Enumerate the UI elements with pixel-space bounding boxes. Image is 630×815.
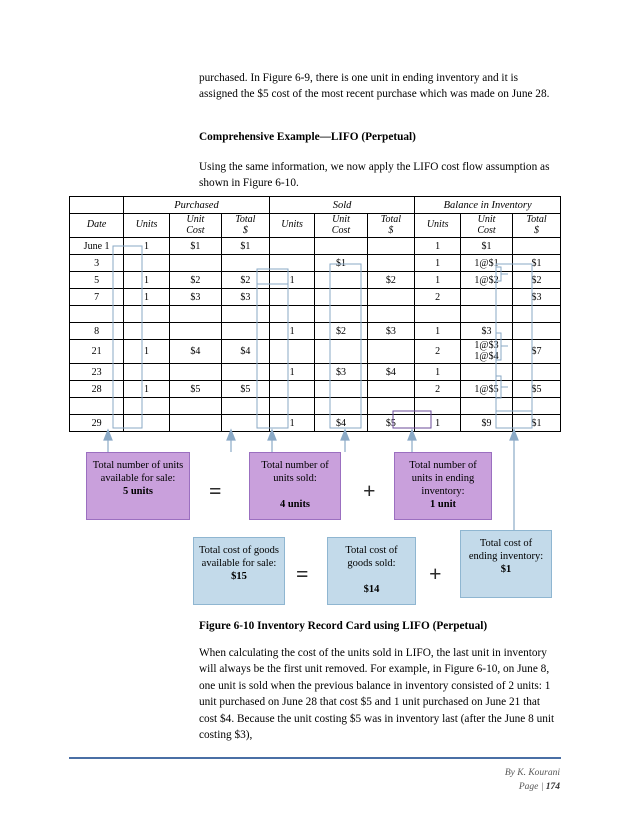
table-row [70,255,561,272]
col-header-sold-unit-cost: Unit Cost [315,214,367,238]
cell-balance-units: 1 [415,364,461,381]
table-row [70,398,561,415]
cell-sold-units [269,255,315,272]
cell-date: 29 [70,415,124,432]
callout-cost-available-value: $15 [231,571,247,583]
cell-sold-unit-cost: $4 [315,415,367,432]
cell-date: 8 [70,323,124,340]
cell-balance-units: 1 [415,272,461,289]
paragraph-top: purchased. In Figure 6-9, there is one unit in ending inventory and it is assigned the $5 cost of the most recent purchase which was made on June 28. [199,72,550,101]
callout-cost-ending-value: $1 [500,564,512,576]
cell-sold-unit-cost [315,238,367,255]
cell-sold-total: $3 [367,323,415,340]
footer-author: By K. Kourani [504,768,560,778]
operator-plus-cost: + [429,561,442,586]
cell-sold-units [269,340,315,364]
cell-purchased-total [221,364,269,381]
col-header-purchased-units: Units [124,214,170,238]
cell-date: 21 [70,340,124,364]
cell-balance-total: $1 [513,255,561,272]
cell-purchased-total [221,398,269,415]
callout-units-ending [394,452,492,520]
cell-purchased-total [221,255,269,272]
cell-sold-units: 1 [269,272,315,289]
cell-date [70,398,124,415]
cell-balance-total [513,238,561,255]
cell-balance-units: 2 [415,381,461,398]
cell-sold-total: $2 [367,272,415,289]
cell-sold-total: $4 [367,364,415,381]
cell-sold-unit-cost: $2 [315,323,367,340]
col-header-balance-units: Units [415,214,461,238]
cell-sold-units: 1 [269,364,315,381]
cell-balance-total: $2 [513,272,561,289]
cell-balance-total: $3 [513,289,561,306]
table-row [70,340,561,364]
cell-purchased-total [221,415,269,432]
table-row [70,272,561,289]
inventory-record-table [69,196,561,432]
operator-equals-units: = [209,478,222,503]
footer-divider [69,757,561,759]
cell-sold-units: 1 [269,415,315,432]
table-group-header-row [70,197,561,214]
cell-purchased-units: 1 [124,381,170,398]
cell-sold-units: 1 [269,323,315,340]
group-header-blank [70,197,124,214]
callout-cost-available-text: Total cost of goods available for sale: [198,545,280,570]
section-heading: Comprehensive Example—LIFO (Perpetual) [199,131,416,143]
cell-balance-unit-cost [461,306,513,323]
cell-balance-total [513,323,561,340]
callout-units-available [86,452,190,520]
cell-purchased-units [124,306,170,323]
cell-sold-total [367,306,415,323]
cell-balance-total [513,364,561,381]
cell-purchased-units [124,323,170,340]
operator-equals-cost: = [296,561,309,586]
cell-sold-unit-cost: $1 [315,255,367,272]
callout-units-available-text: Total number of units available for sale: [92,460,184,485]
callout-units-sold-text: Total number of units sold: [261,460,329,485]
table-row [70,381,561,398]
cell-sold-unit-cost: $3 [315,364,367,381]
cell-purchased-total: $3 [221,289,269,306]
callout-cost-sold-text: Total cost of goods sold: [345,545,398,570]
cell-balance-units [415,398,461,415]
cell-sold-units [269,398,315,415]
cell-date: 28 [70,381,124,398]
cell-purchased-total [221,323,269,340]
group-header-balance: Balance in Inventory [415,197,561,214]
cell-sold-total [367,398,415,415]
cell-balance-total: $5 [513,381,561,398]
callout-cost-available [193,537,285,605]
cell-balance-total: $7 [513,340,561,364]
cell-sold-unit-cost [315,289,367,306]
cell-sold-unit-cost [315,272,367,289]
cell-date: 5 [70,272,124,289]
cell-purchased-total: $2 [221,272,269,289]
col-header-balance-total: Total $ [513,214,561,238]
cell-purchased-units: 1 [124,289,170,306]
cell-sold-unit-cost [315,381,367,398]
col-header-sold-total: Total $ [367,214,415,238]
cell-balance-units [415,306,461,323]
cell-sold-unit-cost [315,398,367,415]
cell-sold-units [269,306,315,323]
cell-sold-total [367,289,415,306]
cell-balance-unit-cost [461,398,513,415]
footer-page [519,782,560,792]
cell-purchased-total: $5 [221,381,269,398]
table-row [70,306,561,323]
cell-sold-unit-cost [315,306,367,323]
cell-sold-total [367,238,415,255]
col-header-purchased-total: Total $ [221,214,269,238]
cell-purchased-unit-cost: $2 [169,272,221,289]
callout-units-ending-value: 1 unit [430,499,456,511]
cell-balance-unit-cost: 1@$2 [461,272,513,289]
cell-balance-units: 1 [415,323,461,340]
cell-purchased-unit-cost [169,323,221,340]
table-column-header-row [70,214,561,238]
cell-balance-unit-cost: 1@$5 [461,381,513,398]
cell-balance-units: 1 [415,238,461,255]
cell-balance-total [513,398,561,415]
col-header-balance-unit-cost: Unit Cost [461,214,513,238]
footer-page-number: 174 [545,782,560,792]
cell-purchased-unit-cost [169,398,221,415]
cell-purchased-units [124,364,170,381]
cell-date: June 1 [70,238,124,255]
callout-cost-sold-value: $14 [363,584,380,596]
cell-sold-unit-cost [315,340,367,364]
callout-units-available-value: 5 units [122,486,154,498]
callout-units-sold-value: 4 units [279,499,311,511]
cell-purchased-unit-cost [169,364,221,381]
cell-balance-unit-cost: 1@$3 1@$4 [461,340,513,364]
cell-purchased-units [124,415,170,432]
cell-purchased-units: 1 [124,272,170,289]
cell-purchased-units: 1 [124,340,170,364]
cell-sold-total [367,255,415,272]
table-row [70,323,561,340]
table-row [70,415,561,432]
cell-balance-unit-cost: $1 [461,238,513,255]
cell-sold-units [269,381,315,398]
table-row [70,238,561,255]
cell-date: 23 [70,364,124,381]
callout-cost-sold [327,537,416,605]
callout-units-ending-text: Total number of units in ending inventory: [409,460,477,498]
col-header-purchased-unit-cost: Unit Cost [169,214,221,238]
cell-purchased-total [221,306,269,323]
cell-purchased-total: $4 [221,340,269,364]
callout-units-sold [249,452,341,520]
table-row [70,364,561,381]
figure-caption: Figure 6-10 Inventory Record Card using LIFO (Perpetual) [199,620,488,632]
cell-sold-total [367,381,415,398]
cell-balance-units: 1 [415,415,461,432]
cell-balance-units: 2 [415,340,461,364]
cell-balance-unit-cost: 1@$1 [461,255,513,272]
cell-purchased-unit-cost [169,255,221,272]
cell-balance-total [513,306,561,323]
cell-purchased-unit-cost: $5 [169,381,221,398]
cell-purchased-units [124,255,170,272]
cell-balance-unit-cost [461,289,513,306]
col-header-date: Date [70,214,124,238]
callout-cost-ending-text: Total cost of ending inventory: [468,538,544,563]
col-header-sold-units: Units [269,214,315,238]
cell-purchased-unit-cost [169,306,221,323]
cell-purchased-unit-cost: $1 [169,238,221,255]
cell-purchased-unit-cost: $3 [169,289,221,306]
footer-page-label: Page | [518,782,544,792]
group-header-sold: Sold [269,197,415,214]
cell-date [70,306,124,323]
cell-sold-total: $5 [367,415,415,432]
cell-date: 3 [70,255,124,272]
paragraph-third: When calculating the cost of the units sold in LIFO, the last unit in inventory will always be the first unit removed. For example, in Figure 6-10, on June 8, one unit is sold when the previous balance in inventory consisted of 2 units: 1 unit purchased on June 28 that cost $5 and 1 unit purchased on June 21 that cost $4. Because the unit costing $5 was in inventory last (after the June 8 unit costing $3), [199,647,555,741]
cell-purchased-unit-cost: $4 [169,340,221,364]
cell-purchased-units [124,398,170,415]
cell-balance-units: 2 [415,289,461,306]
paragraph-second: Using the same information, we now apply the LIFO cost flow assumption as shown in Figure 6-10. [199,161,550,190]
cell-balance-units: 1 [415,255,461,272]
callout-cost-ending [460,530,552,598]
cell-purchased-units: 1 [124,238,170,255]
operator-plus-units: + [363,478,376,503]
cell-purchased-total: $1 [221,238,269,255]
table-row [70,289,561,306]
cell-balance-total: $1 [513,415,561,432]
cell-sold-units [269,289,315,306]
cell-date: 7 [70,289,124,306]
cell-sold-total [367,340,415,364]
cell-sold-units [269,238,315,255]
cell-purchased-unit-cost [169,415,221,432]
cell-balance-unit-cost: $9 [461,415,513,432]
cell-balance-unit-cost: $3 [461,323,513,340]
group-header-purchased: Purchased [124,197,270,214]
cell-balance-unit-cost [461,364,513,381]
